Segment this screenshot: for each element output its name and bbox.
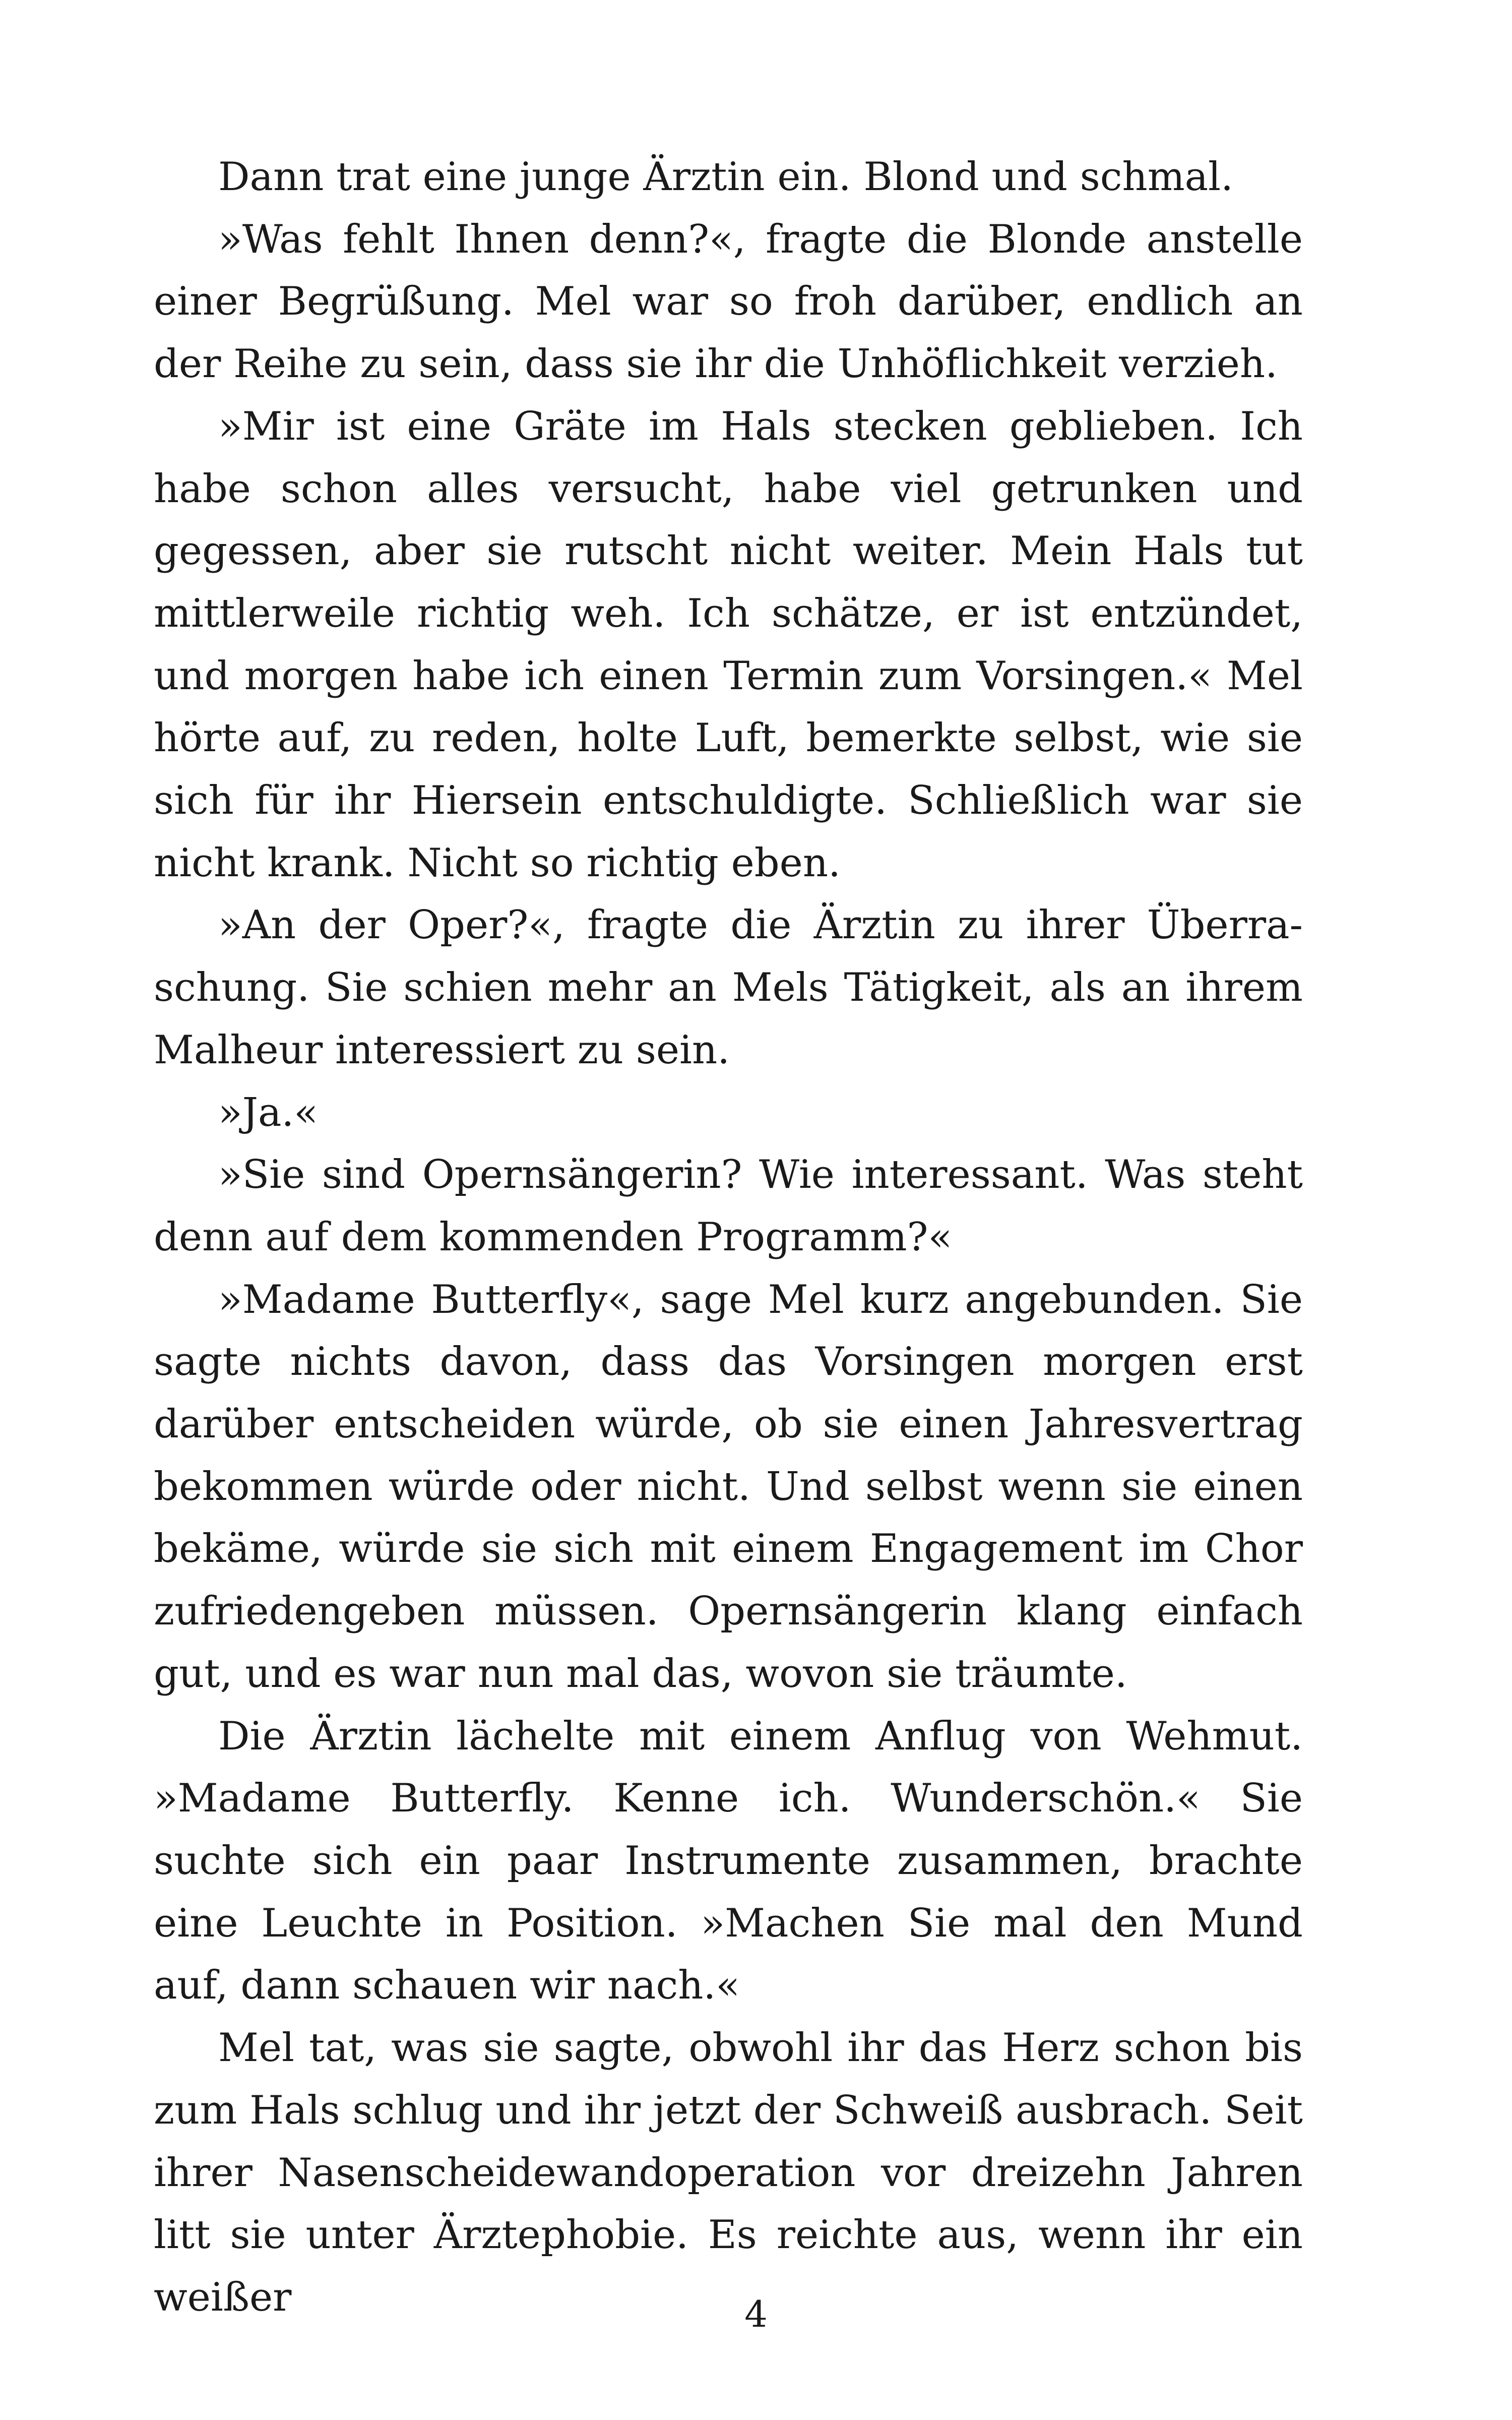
paragraph-7: »Madame Butterfly«, sage Mel kurz angebunden. Sie sagte nichts davon, dass das Vorsingen morgen erst darüber entscheiden würde, ob sie einen Jahresvertrag bekommen würde oder nicht. Und selbst wenn sie einen bekäme, würde sie sich mit einem Engagement im Chor zufriedengeben müssen. Opernsängerin klang einfach gut, und es war nun mal das, wovon sie träumte.: [154, 1277, 1303, 1697]
paragraph-9: Mel tat, was sie sagte, obwohl ihr das Herz schon bis zum Hals schlug und ihr jetzt der Schweiß ausbrach. Seit ihrer Nasenscheidewandoperation vor dreizehn Jahren litt sie unter Ärztephobie. Es reichte aus, wenn ihr ein weißer: [154, 2025, 1303, 2320]
page-body: [154, 146, 1303, 2329]
paragraph-3: »Mir ist eine Gräte im Hals stecken geblieben. Ich habe schon alles versucht, habe viel getrunken und gegessen, aber sie rutscht nicht weiter. Mein Hals tut mittlerweile richtig weh. Ich schätze, er ist entzündet, und morgen habe ich einen Termin zum Vorsingen.« Mel hörte auf, zu reden, holte Luft, bemerkte selbst, wie sie sich für ihr Hiersein entschuldigte. Schließlich war sie nicht krank. Nicht so richtig eben.: [154, 403, 1303, 886]
paragraph-8: Die Ärztin lächelte mit einem Anflug von Wehmut. »Madame Butterfly. Kenne ich. Wunderschön.« Sie suchte sich ein paar Instrumente zusammen, brachte eine Leuchte in Position. »Machen Sie mal den Mund auf, dann schauen wir nach.«: [154, 1713, 1303, 2009]
paragraph-4: »An der Oper?«, fragte die Ärztin zu ihrer Überraschung. Sie schien mehr an Mels Tätigkeit, als an ihrem Malheur interessiert zu sein.: [154, 902, 1303, 1073]
page-number: 4: [744, 2293, 768, 2335]
paragraph-6: »Sie sind Opernsängerin? Wie interessant. Was steht denn auf dem kommenden Programm?«: [154, 1152, 1303, 1260]
paragraph-5: »Ja.«: [218, 1090, 319, 1135]
paragraph-2: »Was fehlt Ihnen denn?«, fragte die Blonde anstelle einer Begrüßung. Mel war so froh darüber, endlich an der Reihe zu sein, dass sie ihr die Unhöflichkeit verzieh.: [154, 216, 1303, 387]
paragraph-1: Dann trat eine junge Ärztin ein. Blond und schmal.: [218, 154, 1233, 200]
